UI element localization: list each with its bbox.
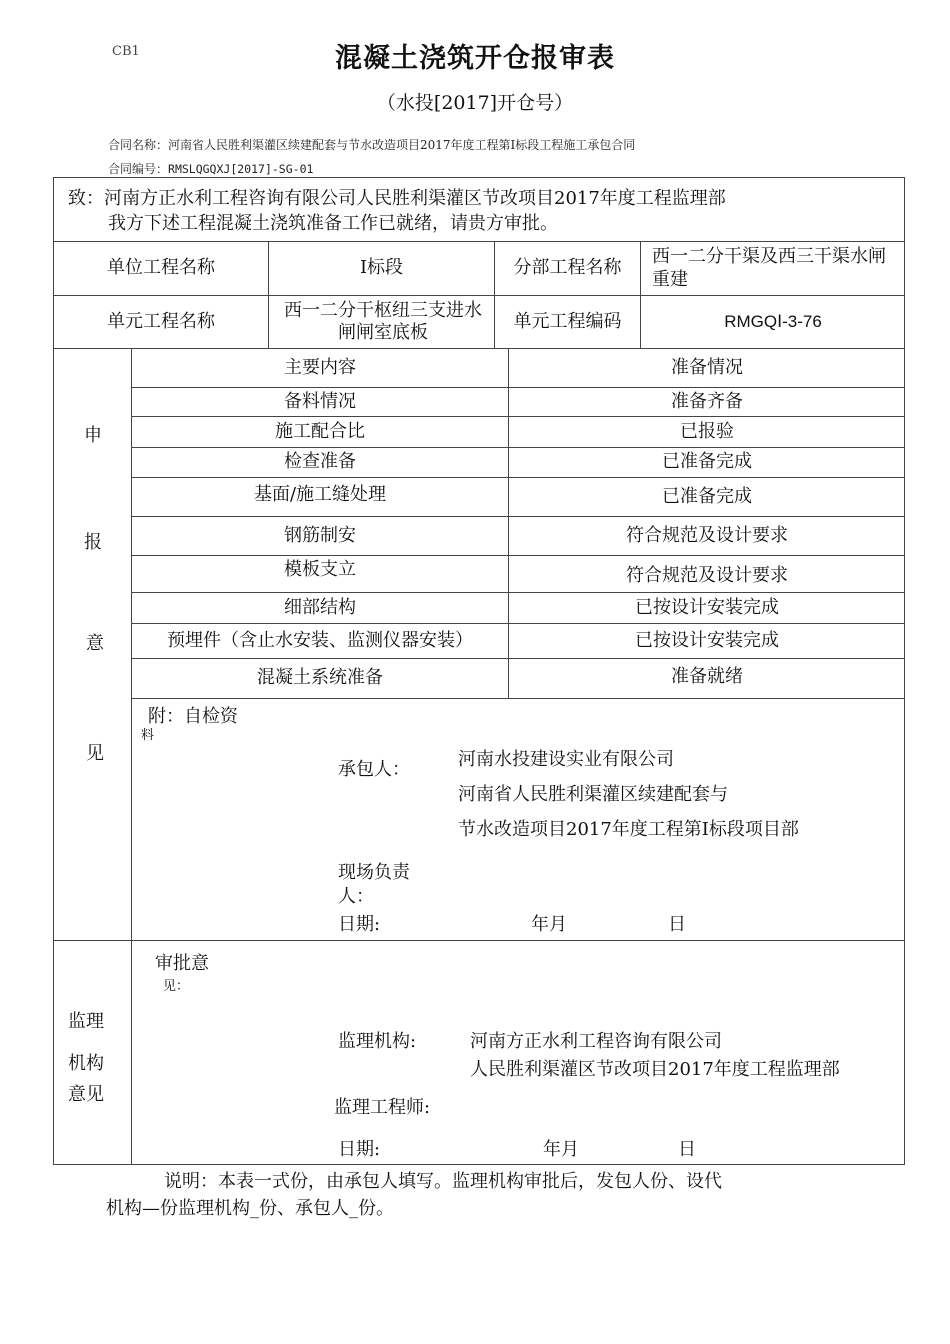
checklist-status: 符合规范及设计要求 — [626, 524, 788, 546]
element-code-label: 单元工程编码 — [513, 310, 622, 332]
date-label: 日期: — [338, 1139, 381, 1160]
form-code: CB1 — [112, 44, 140, 59]
unit-project-value: Ⅰ标段 — [359, 257, 404, 279]
checklist-content: 备料情况 — [284, 390, 356, 412]
date-label: 日期: — [338, 914, 381, 935]
checklist-status: 符合规范及设计要求 — [626, 564, 788, 586]
site-manager-label: 现场负责 — [338, 862, 410, 883]
table-divider — [53, 940, 905, 941]
contract-number-label: 合同编号： — [108, 162, 169, 176]
contractor-dept: 河南省人民胜利渠灌区续建配套与 — [458, 784, 728, 805]
supervision-side-label: 监理 — [68, 1011, 104, 1032]
page-title: 混凝土浇筑开仓报审表 — [335, 43, 615, 74]
side-char: 见 — [86, 743, 104, 764]
contract-number-value: RMSLQGQXJ[2017]-SG-01 — [168, 162, 314, 176]
checklist-content: 钢筋制安 — [284, 524, 356, 546]
site-manager-label-cont: 人： — [338, 886, 374, 907]
supervisor-org-name: 河南方正水利工程咨询有限公司 — [470, 1031, 722, 1052]
contractor-dept-cont: 节水改造项目2017年度工程第Ⅰ标段项目部 — [458, 819, 799, 840]
supervision-side-label: 机构 — [68, 1053, 104, 1074]
contractor-label: 承包人： — [338, 759, 410, 780]
footer-note-line2: 机构—份监理机构_份、承包人_份。 — [106, 1198, 394, 1219]
checklist-status: 准备齐备 — [671, 390, 743, 412]
supervisor-org-label: 监理机构: — [338, 1031, 417, 1052]
side-char: 报 — [84, 532, 102, 553]
checklist-content: 预埋件（含止水安装、监测仪器安装） — [167, 629, 473, 651]
checklist-content: 施工配合比 — [275, 420, 365, 442]
page-subtitle: （水投[2017]开仓号） — [376, 92, 574, 114]
footer-note — [106, 1168, 722, 1222]
contract-number — [108, 160, 313, 177]
date-year-month: 年月 — [543, 1139, 579, 1160]
addressee-body: 我方下述工程混凝土浇筑准备工作已就绪，请贵方审批。 — [108, 213, 558, 234]
supervisor-org-dept: 人民胜利渠灌区节改项目2017年度工程监理部 — [470, 1059, 840, 1080]
sub-project-value: 西一二分干渠及西三干渠水闸重建 — [652, 246, 886, 290]
checklist-status: 已准备完成 — [662, 485, 752, 507]
attachment-label: 附：自检资 — [148, 706, 238, 727]
side-char: 意 — [86, 633, 104, 654]
checklist-status: 准备就绪 — [671, 666, 743, 688]
checklist-status: 已准备完成 — [662, 451, 752, 473]
checklist-content: 基面/施工缝处理 — [253, 483, 387, 505]
addressee-line: 致：河南方正水利工程咨询有限公司人民胜利渠灌区节改项目2017年度工程监理部 — [68, 188, 726, 209]
table-divider — [131, 698, 905, 699]
opinion-label-cont: 见： — [163, 979, 190, 994]
element-label: 单元工程名称 — [107, 310, 215, 332]
contract-name: 合同名称：河南省人民胜利渠灌区续建配套与节水改造项目2017年度工程第Ⅰ标段工程施工承包合同 — [108, 138, 636, 152]
date-year-month: 年月 — [531, 914, 567, 935]
footer-note-line1: 说明：本表一式份，由承包人填写。监理机构审批后，发包人份、设代 — [164, 1171, 722, 1192]
element-code-value: RMGQⅠ-3-76 — [724, 312, 822, 332]
checklist-content: 混凝土系统准备 — [257, 667, 383, 689]
sub-project-label: 分部工程名称 — [513, 257, 622, 279]
unit-project-label: 单位工程名称 — [107, 257, 215, 279]
column-header-content: 主要内容 — [284, 356, 356, 378]
checklist-content: 模板支立 — [284, 558, 356, 580]
checklist-status: 已报验 — [680, 420, 734, 442]
attachment-label-cont: 料 — [141, 728, 155, 743]
column-header-status: 准备情况 — [671, 356, 743, 378]
checklist-status: 已按设计安装完成 — [635, 629, 779, 651]
side-char: 申 — [84, 425, 102, 446]
opinion-label: 审批意 — [155, 953, 209, 974]
contractor-name: 河南水投建设实业有限公司 — [458, 749, 674, 770]
date-day: 日 — [668, 914, 686, 935]
checklist-content: 检查准备 — [284, 451, 356, 473]
checklist-content: 细部结构 — [284, 596, 356, 618]
element-value: 西一二分干枢纽三支进水闸闸室底板 — [284, 299, 482, 343]
supervising-engineer-label: 监理工程师: — [334, 1097, 431, 1118]
checklist-status: 已按设计安装完成 — [635, 596, 779, 618]
supervision-side-label: 意见 — [68, 1084, 104, 1105]
date-day: 日 — [678, 1139, 696, 1160]
